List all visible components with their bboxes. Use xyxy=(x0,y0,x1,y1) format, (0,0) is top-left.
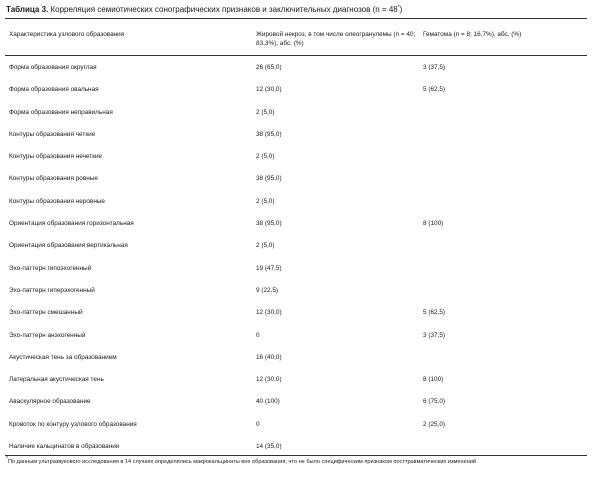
row-characteristic: Форма образования овальная xyxy=(9,86,99,94)
table-caption-sup: * xyxy=(397,4,400,11)
row-hematoma-value: 5 (62,5) xyxy=(423,86,446,94)
row-fat-necrosis-value: 2 (5,0) xyxy=(256,153,275,161)
table-row xyxy=(5,214,587,236)
row-fat-necrosis-value: 19 (47,5) xyxy=(256,264,282,272)
row-fat-necrosis-value: 0 xyxy=(256,331,260,339)
table-row xyxy=(5,259,587,281)
table-header xyxy=(5,26,587,56)
row-fat-necrosis-value: 38 (95,0) xyxy=(256,130,282,138)
header-fat-necrosis: Жировой некроз, в том числе олеогранулемы (n = 40; 83,3%), абс. (%) xyxy=(256,31,416,47)
row-hematoma-value: 5 (62,5) xyxy=(423,309,446,317)
row-characteristic: Кровоток по контуру узлового образования xyxy=(9,420,137,428)
row-characteristic: Форма образования округлая xyxy=(9,64,97,71)
row-fat-necrosis-value: 16 (40,0) xyxy=(256,353,282,361)
row-hematoma-value: 6 (75,0) xyxy=(423,398,446,406)
row-characteristic: Наличие кальцинатов в образовании xyxy=(9,443,120,451)
row-hematoma-value: 8 (100) xyxy=(423,220,444,228)
row-characteristic: Форма образования неправильная xyxy=(9,108,113,116)
table-row xyxy=(5,415,587,437)
table-caption-label: Таблица 3. xyxy=(6,5,49,14)
row-fat-necrosis-value: 2 (5,0) xyxy=(256,108,275,116)
table-row xyxy=(5,370,587,392)
table-row xyxy=(5,80,587,102)
footnote-sup: * xyxy=(6,456,8,463)
table-row xyxy=(5,103,587,125)
row-characteristic: Ориентация образования горизонтальная xyxy=(9,220,134,228)
table-row xyxy=(5,192,587,214)
row-characteristic: Эхо-паттерн гипоэхогенный xyxy=(9,264,92,272)
row-fat-necrosis-value: 26 (65,0) xyxy=(256,64,282,71)
table-caption-text: Корреляция семиотических сонографических признаков и заключительных диагнозов (n = 48 xyxy=(50,5,398,14)
row-fat-necrosis-value: 0 xyxy=(256,420,260,428)
table-row xyxy=(5,326,587,348)
row-hematoma-value: 3 (37,5) xyxy=(423,64,446,71)
row-fat-necrosis-value: 38 (95,0) xyxy=(256,220,282,228)
row-characteristic: Латеральная акустическая тень xyxy=(9,376,104,384)
table-caption xyxy=(6,4,402,15)
row-characteristic: Эхо-паттерн гиперэхогенный xyxy=(9,286,95,294)
table-footnote xyxy=(6,456,581,467)
table-body xyxy=(5,58,587,459)
table-row xyxy=(5,392,587,414)
header-hematoma: Гематома (n = 8; 16,7%), абс. (%) xyxy=(423,31,522,38)
table-row xyxy=(5,281,587,303)
row-hematoma-value: 2 (25,0) xyxy=(423,420,446,428)
table-row xyxy=(5,169,587,191)
header-characteristic: Характеристика узлового образования xyxy=(9,31,125,38)
row-characteristic: Контуры образования нечеткие xyxy=(9,153,103,161)
row-characteristic: Акустическая тень за образованием xyxy=(9,353,117,361)
table-row xyxy=(5,303,587,325)
row-fat-necrosis-value: 12 (30,0) xyxy=(256,309,282,317)
row-characteristic: Эхо-паттерн анэхогенный xyxy=(9,331,86,339)
row-hematoma-value: 3 (37,5) xyxy=(423,331,446,339)
row-characteristic: Контуры образования неровные xyxy=(9,197,105,205)
row-fat-necrosis-value: 2 (5,0) xyxy=(256,197,275,205)
row-fat-necrosis-value: 40 (100) xyxy=(256,398,280,406)
row-characteristic: Контуры образования четкие xyxy=(9,130,96,138)
row-fat-necrosis-value: 2 (5,0) xyxy=(256,242,275,250)
row-characteristic: Ориентация образования вертикальная xyxy=(9,242,128,250)
table-row xyxy=(5,348,587,370)
table-row xyxy=(5,236,587,258)
table-caption-close: ) xyxy=(399,5,403,14)
table-bottom-rule xyxy=(5,455,587,456)
row-fat-necrosis-value: 12 (30,0) xyxy=(256,86,282,94)
footnote-text: По данным ультразвукового исследования в 14 случаях определялись макрокальцинаты вне образования, что не было специфическим признаком посттравматических изменений xyxy=(7,459,477,465)
row-fat-necrosis-value: 38 (95,0) xyxy=(256,175,282,183)
row-fat-necrosis-value: 14 (35,0) xyxy=(256,443,282,451)
row-characteristic: Эхо-паттерн смешанный xyxy=(9,309,83,317)
table-row xyxy=(5,125,587,147)
table-row xyxy=(5,147,587,169)
table-top-rule xyxy=(5,18,587,19)
row-hematoma-value: 8 (100) xyxy=(423,376,444,384)
table-row xyxy=(5,58,587,80)
table-header-rule xyxy=(5,55,587,56)
row-characteristic: Аваскулярное образование xyxy=(9,398,91,406)
row-characteristic: Контуры образования ровные xyxy=(9,175,98,183)
row-fat-necrosis-value: 12 (30,0) xyxy=(256,376,282,384)
row-fat-necrosis-value: 9 (22,5) xyxy=(256,286,279,294)
